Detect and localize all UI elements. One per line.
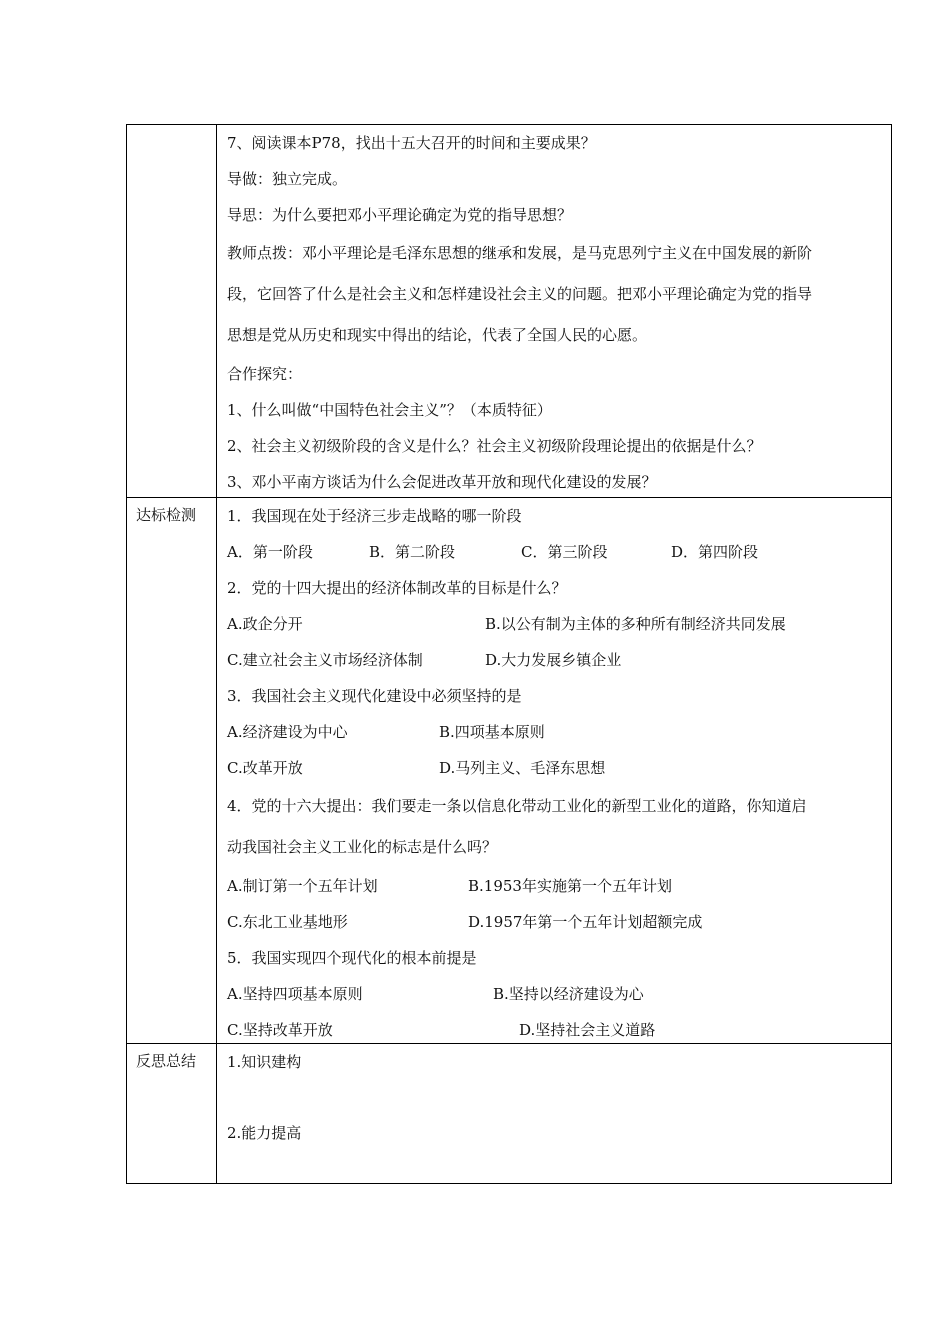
question-2-options xyxy=(227,606,883,642)
option-d: D.大力发展乡镇企业 xyxy=(485,651,622,669)
question-3-options xyxy=(227,750,883,786)
option-c: C．第三阶段 xyxy=(521,543,608,561)
worksheet-table xyxy=(126,124,892,1184)
option-c: C.东北工业基地形 xyxy=(227,913,348,931)
row-label xyxy=(127,125,217,497)
option-d: D．第四阶段 xyxy=(671,543,759,561)
text-line: 合作探究： xyxy=(227,365,303,383)
text-line: 2、社会主义初级阶段的含义是什么？社会主义初级阶段理论提出的依据是什么？ xyxy=(227,437,762,455)
option-b: B.1953年实施第一个五年计划 xyxy=(468,877,672,895)
option-c: C.坚持改革开放 xyxy=(227,1021,333,1039)
question-1: 1．我国现在处于经济三步走战略的哪一阶段 xyxy=(227,507,522,525)
question-4: 4．党的十六大提出：我们要走一条以信息化带动工业化的新型工业化的道路，你知道启 xyxy=(227,797,807,815)
option-a: A.制订第一个五年计划 xyxy=(227,877,378,895)
option-a: A．第一阶段 xyxy=(227,543,313,561)
text-line: 1、什么叫做“中国特色社会主义”？（本质特征） xyxy=(227,401,552,419)
question-1-options xyxy=(227,534,883,570)
summary-item-1: 1.知识建构 xyxy=(227,1053,302,1071)
option-b: B.四项基本原则 xyxy=(439,723,545,741)
row-content xyxy=(217,498,891,1043)
option-d: D.坚持社会主义道路 xyxy=(519,1021,656,1039)
row-content xyxy=(217,1044,891,1183)
question-2: 2．党的十四大提出的经济体制改革的目标是什么？ xyxy=(227,579,567,597)
question-2-options xyxy=(227,642,883,678)
table-row xyxy=(127,125,891,497)
question-4-options xyxy=(227,868,883,904)
option-d: D.马列主义、毛泽东思想 xyxy=(439,759,606,777)
option-a: A.坚持四项基本原则 xyxy=(227,985,363,1003)
text-line: 导做：独立完成。 xyxy=(227,170,348,188)
text-line: 段，它回答了什么是社会主义和怎样建设社会主义的问题。把邓小平理论确定为党的指导 xyxy=(227,285,813,303)
row-content xyxy=(217,125,891,497)
option-a: A.政企分开 xyxy=(227,615,303,633)
question-5: 5．我国实现四个现代化的根本前提是 xyxy=(227,949,477,967)
option-b: B．第二阶段 xyxy=(369,543,456,561)
table-row xyxy=(127,497,891,1043)
table-row xyxy=(127,1043,891,1183)
text-line: 3、邓小平南方谈话为什么会促进改革开放和现代化建设的发展？ xyxy=(227,473,657,491)
option-a: A.经济建设为中心 xyxy=(227,723,348,741)
text-line: 7、阅读课本P78，找出十五大召开的时间和主要成果？ xyxy=(227,134,596,152)
question-3-options xyxy=(227,714,883,750)
option-b: B.以公有制为主体的多种所有制经济共同发展 xyxy=(485,615,786,633)
option-c: C.建立社会主义市场经济体制 xyxy=(227,651,423,669)
question-4-cont: 动我国社会主义工业化的标志是什么吗？ xyxy=(227,838,498,856)
text-line: 思想是党从历史和现实中得出的结论，代表了全国人民的心愿。 xyxy=(227,326,648,344)
summary-item-2: 2.能力提高 xyxy=(227,1124,302,1142)
option-d: D.1957年第一个五年计划超额完成 xyxy=(468,913,703,931)
row-label: 达标检测 xyxy=(127,498,217,1043)
question-5-options xyxy=(227,1012,883,1048)
option-c: C.改革开放 xyxy=(227,759,303,777)
question-5-options xyxy=(227,976,883,1012)
text-line: 教师点拨：邓小平理论是毛泽东思想的继承和发展，是马克思列宁主义在中国发展的新阶 xyxy=(227,244,813,262)
option-b: B.坚持以经济建设为心 xyxy=(493,985,644,1003)
question-3: 3．我国社会主义现代化建设中必须坚持的是 xyxy=(227,687,522,705)
row-label: 反思总结 xyxy=(127,1044,217,1183)
question-4-options xyxy=(227,904,883,940)
text-line: 导思：为什么要把邓小平理论确定为党的指导思想？ xyxy=(227,206,573,224)
